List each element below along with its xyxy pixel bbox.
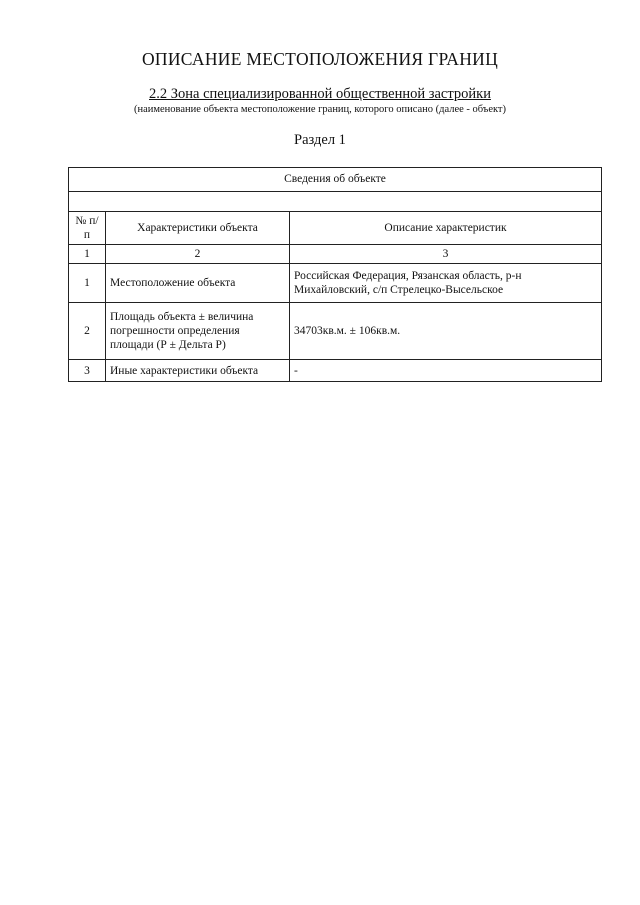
zone-name: 2.2 Зона специализированной общественной застройки [149,86,491,102]
row-characteristic: Иные характеристики объекта [106,360,290,382]
table-spacer-cell [69,192,602,212]
row-number: 1 [69,264,106,303]
zone-note: (наименование объекта местоположение границ, которого описано (далее - объект) [133,104,507,115]
table-row [69,264,602,303]
header-number: № п/п [69,212,106,245]
object-info-table [68,167,602,382]
header-characteristic: Характеристики объекта [106,212,290,245]
table-caption-row [69,168,602,192]
row-description: - [290,360,602,382]
column-number-row [69,245,602,264]
row-description: 34703кв.м. ± 106кв.м. [290,303,602,360]
column-number-3: 3 [290,245,602,264]
table-spacer-row [69,192,602,212]
table-header-row [69,212,602,245]
document-title: ОПИСАНИЕ МЕСТОПОЛОЖЕНИЯ ГРАНИЦ [141,49,499,69]
table-caption: Сведения об объекте [69,168,602,192]
row-characteristic: Площадь объекта ± величина погрешности определения площади (Р ± Дельта Р) [106,303,290,360]
section-heading: Раздел 1 [294,132,346,148]
row-description: Российская Федерация, Рязанская область, р-н Михайловский, с/п Стрелецко-Высельское [290,264,602,303]
row-number: 3 [69,360,106,382]
row-characteristic: Местоположение объекта [106,264,290,303]
table-row [69,303,602,360]
header-description: Описание характеристик [290,212,602,245]
column-number-2: 2 [106,245,290,264]
table-row [69,360,602,382]
column-number-1: 1 [69,245,106,264]
row-number: 2 [69,303,106,360]
